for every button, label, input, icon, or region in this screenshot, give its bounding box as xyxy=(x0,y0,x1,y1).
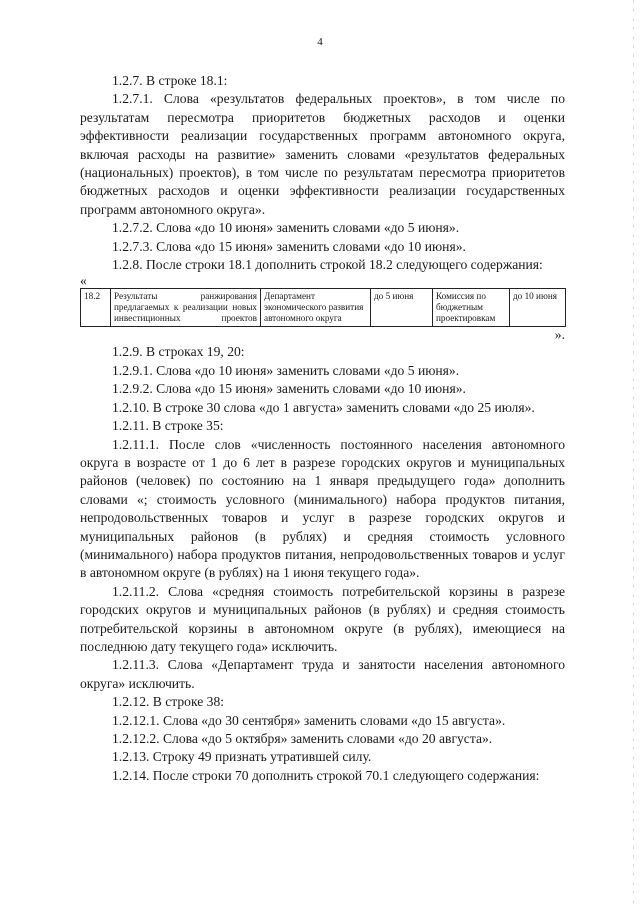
paragraph: 1.2.9. В строках 19, 20: xyxy=(112,344,245,360)
paragraph: 1.2.7. В строке 18.1: xyxy=(112,73,228,88)
paragraph: 1.2.10. В строке 30 слова «до 1 августа» заменить словами «до 25 июля». xyxy=(112,399,535,415)
inserted-row-table xyxy=(80,288,566,327)
paragraph: 1.2.11. В строке 35: xyxy=(112,418,224,434)
paragraph: 1.2.12. В строке 38: xyxy=(112,694,225,710)
paragraph: 1.2.14. После строки 70 дополнить строкой 70.1 следующего содержания: xyxy=(112,767,540,783)
paragraph: 1.2.11.1. После слов «численность постоянного населения автономного округа в возрасте от 1 до 6 лет в разрезе городских округов и муниципальных районов (человек) по состоянию на 1 января предыдущего года» дополнить словами «; стоимость условного (минимального) набора продуктов питания, непродовольственных товаров и услуг в разрезе городских округов и муниципальных районов (в рублях) и средняя стоимость условного (минимального) набора продуктов питания, непродовольственных товаров и услуг в автономном округе (в рублях) на 1 июня текущего года». xyxy=(80,436,565,581)
paragraph: 1.2.9.1. Слова «до 10 июня» заменить словами «до 5 июня». xyxy=(112,362,460,378)
recipient-cell: Комиссия по бюджетным проектировкам xyxy=(433,289,510,327)
closing-quote: ». xyxy=(554,327,565,343)
scan-margin-line xyxy=(633,0,634,905)
paragraph: 1.2.7.3. Слова «до 15 июня» заменить словами «до 10 июня». xyxy=(112,238,466,254)
deadline-cell: до 5 июня xyxy=(371,289,433,327)
row-description-cell: Результаты ранжирования предлагаемых к реализации новых инвестиционных проектов xyxy=(111,289,261,327)
paragraph: 1.2.7.2. Слова «до 10 июня» заменить словами «до 5 июня». xyxy=(112,220,460,236)
opening-quote: « xyxy=(80,273,87,289)
paragraph: 1.2.11.3. Слова «Департамент труда и занятости населения автономного округа» исключить. xyxy=(80,657,565,691)
page-number: 4 xyxy=(317,36,323,48)
paragraph: 1.2.12.1. Слова «до 30 сентября» заменить словами «до 15 августа». xyxy=(112,712,506,728)
paragraph: 1.2.9.2. Слова «до 15 июня» заменить словами «до 10 июня». xyxy=(112,381,466,397)
deadline-cell: до 10 июня xyxy=(510,289,566,327)
paragraph: 1.2.12.2. Слова «до 5 октября» заменить словами «до 20 августа». xyxy=(112,731,493,746)
paragraph: 1.2.7.1. Слова «результатов федеральных проектов», в том числе по результатам пересмотра приоритетов бюджетных расходов и оценки эффективности реализации государственных программ автономного округа, включая расходы на развитие» заменить словами «результатов федеральных (национальных) проектов), в том числе по результатам пересмотра приоритетов бюджетных расходов и оценки эффективности реализации государственных программ автономного округа». xyxy=(80,91,565,217)
paragraph: 1.2.8. После строки 18.1 дополнить строкой 18.2 следующего содержания: xyxy=(112,257,543,273)
row-number-cell: 18.2 xyxy=(81,289,111,327)
paragraph: 1.2.13. Строку 49 признать утратившей силу. xyxy=(112,749,372,765)
paragraph: 1.2.11.2. Слова «средняя стоимость потребительской корзины в разрезе городских округов и муниципальных районов (в рублях) и средняя стоимость потребительской корзины в автономном округе (в рублях), имеющиеся на последнюю дату текущего года» исключить. xyxy=(80,583,565,654)
document-body xyxy=(80,72,565,785)
table-row xyxy=(81,289,566,327)
department-cell: Департамент экономического развития автономного округа xyxy=(261,289,371,327)
